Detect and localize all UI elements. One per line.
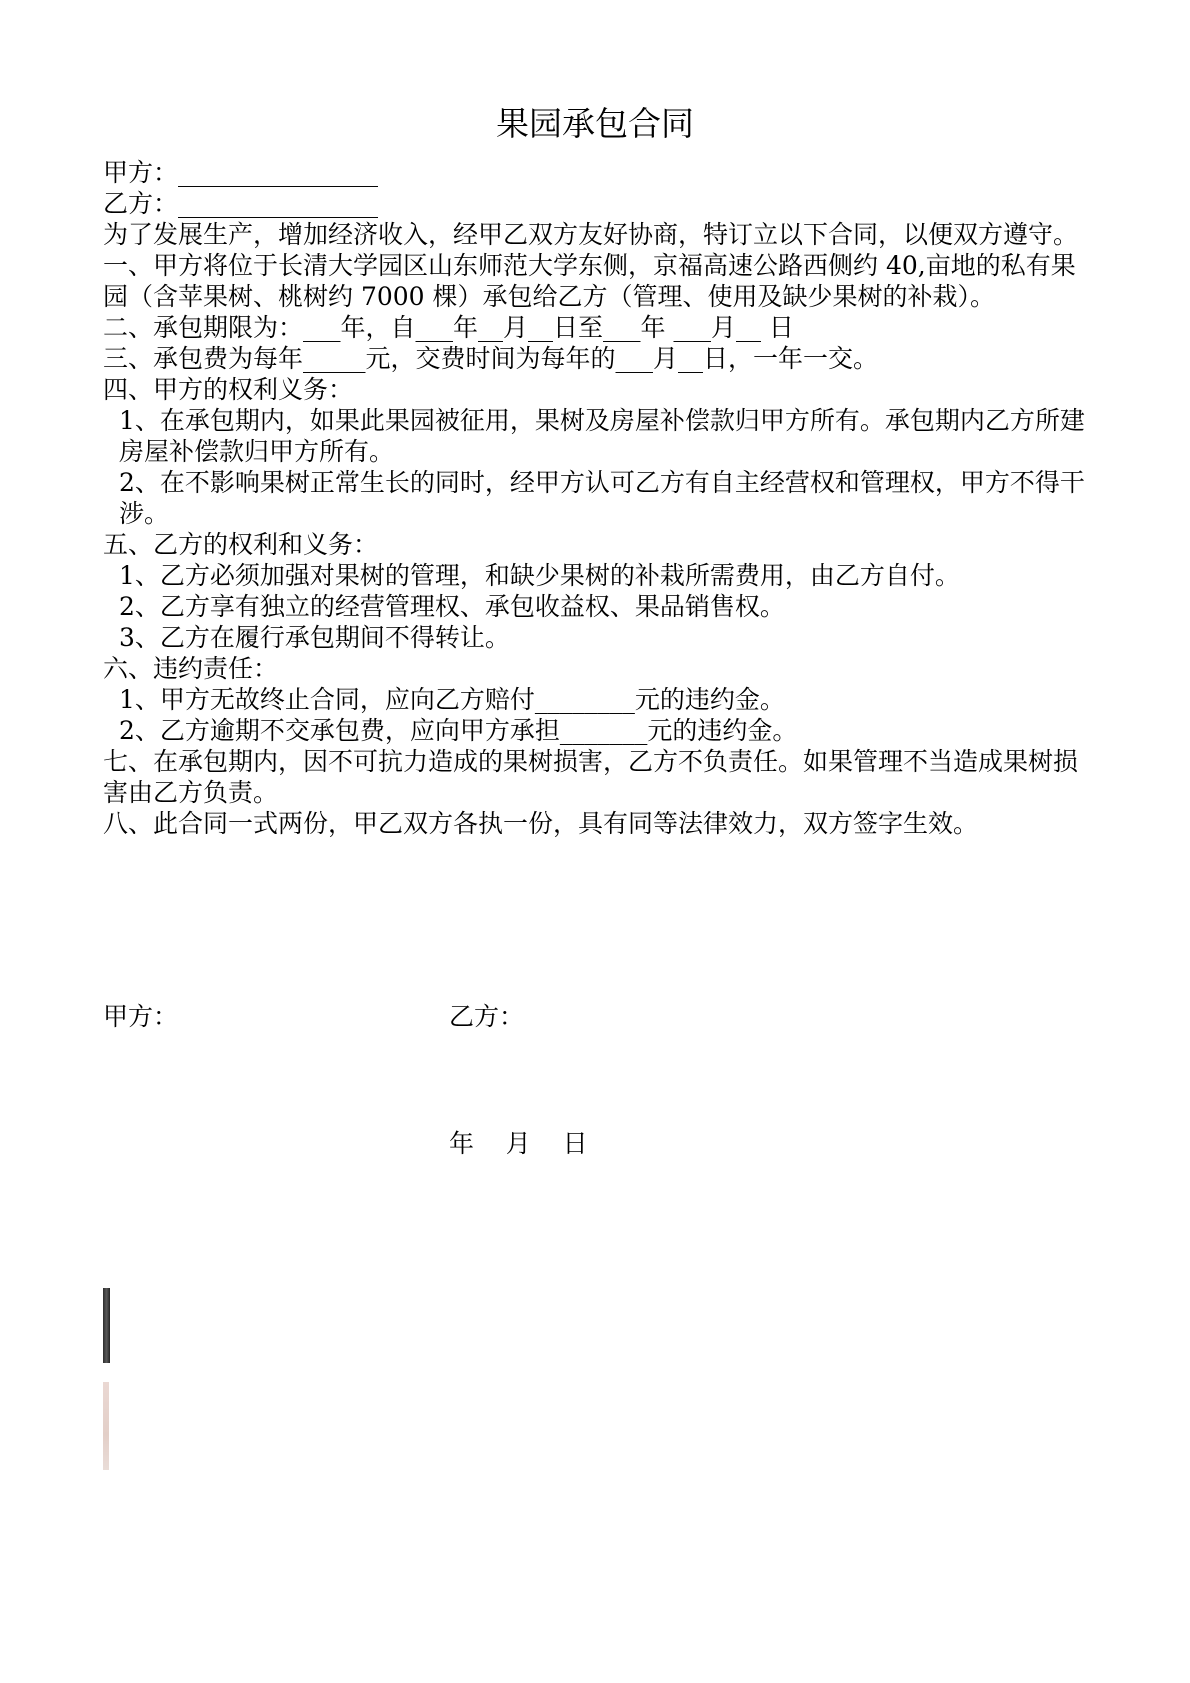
- document-title: 果园承包合同: [496, 104, 694, 143]
- signature-party-a: 甲方：: [103, 1002, 179, 1031]
- clause-5-item-2: 2、乙方享有独立的经营管理权、承包收益权、果品销售权。: [119, 592, 785, 621]
- clause-5-heading: 五、乙方的权利和义务：: [103, 530, 379, 559]
- contract-body: [103, 157, 1093, 839]
- scan-artifact-light: [103, 1382, 109, 1470]
- clause-6-heading: 六、违约责任：: [103, 654, 279, 683]
- clause-4-item-2: 2、在不影响果树正常生长的同时，经甲方认可乙方有自主经营权和管理权，甲方不得干涉。: [119, 468, 1085, 528]
- clause-8: 八、此合同一式两份，甲乙双方各执一份，具有同等法律效力，双方签字生效。: [103, 809, 979, 838]
- clause-4-item-1: 1、在承包期内，如果此果园被征用，果树及房屋补偿款归甲方所有。承包期内乙方所建房屋补偿款归甲方所有。: [119, 406, 1085, 466]
- signature-party-b: 乙方：: [449, 1002, 525, 1031]
- clause-2: 二、承包期限为：___年，自___年__月__日至___年 ___月__ 日: [103, 313, 794, 342]
- signature-date: 年 月 日: [449, 1129, 588, 1158]
- party-a-line: 甲方：________________: [103, 158, 379, 187]
- preamble: 为了发展生产，增加经济收入，经甲乙双方友好协商，特订立以下合同，以便双方遵守。: [103, 220, 1079, 249]
- clause-7: 七、在承包期内，因不可抗力造成的果树损害，乙方不负责任。如果管理不当造成果树损害由乙方负责。: [103, 747, 1079, 807]
- clause-4-heading: 四、甲方的权利义务：: [103, 375, 354, 404]
- clause-6-item-2: 2、乙方逾期不交承包费，应向甲方承担_______元的违约金。: [119, 716, 798, 745]
- clause-3: 三、承包费为每年_____元，交费时间为每年的___月__日，一年一交。: [103, 344, 879, 373]
- clause-6-item-1: 1、甲方无故终止合同，应向乙方赔付________元的违约金。: [119, 685, 785, 714]
- party-b-line: 乙方：________________: [103, 189, 379, 218]
- scan-artifact-dark: [103, 1288, 110, 1363]
- clause-5-item-1: 1、乙方必须加强对果树的管理，和缺少果树的补栽所需费用，由乙方自付。: [119, 561, 960, 590]
- clause-1: 一、甲方将位于长清大学园区山东师范大学东侧，京福高速公路西侧约 40,亩地的私有果园（含苹果树、桃树约 7000 棵）承包给乙方（管理、使用及缺少果树的补栽）。: [103, 251, 1076, 311]
- clause-5-item-3: 3、乙方在履行承包期间不得转让。: [119, 623, 510, 652]
